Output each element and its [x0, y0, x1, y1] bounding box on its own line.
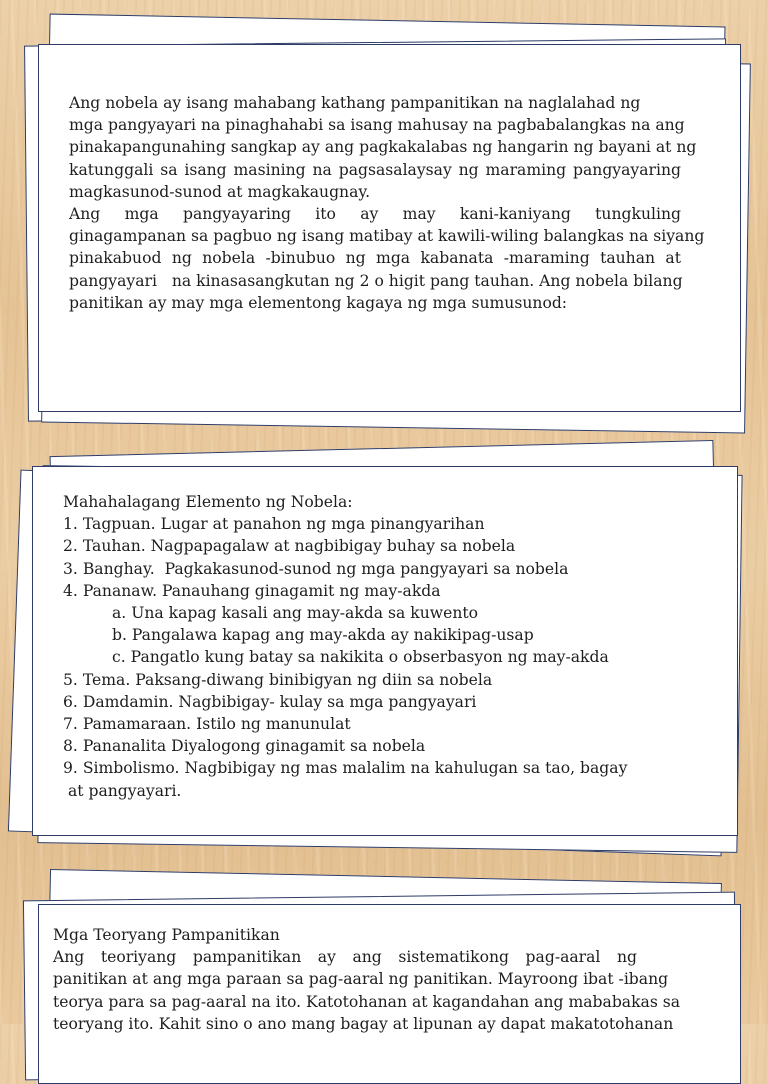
intro-line: panitikan ay may mga elementong kagaya ng mga sumusunod:	[69, 293, 568, 312]
intro-line: pinakabuod ng nobela -binubuo ng mga kabanata -maraming tauhan at	[69, 249, 681, 268]
intro-line: pangyayari na kinasasangkutan ng 2 o higit pang tauhan. Ang nobela bilang	[69, 271, 683, 290]
intro-line: mga pangyayari na pinaghahabi sa isang mahusay na pagbabalangkas na ang	[69, 116, 685, 135]
list-item: 7. Pamamaraan. Istilo ng manunulat	[63, 715, 351, 734]
theories-heading: Mga Teoryang Pampanitikan	[53, 926, 280, 944]
sub-list-item: a. Una kapag kasali ang may-akda sa kuwento	[112, 604, 479, 623]
list-item: at pangyayari.	[63, 781, 182, 800]
list-item: 8. Pananalita Diyalogong ginagamit sa nobela	[63, 737, 426, 756]
sub-list-item: b. Pangalawa kapag ang may-akda ay nakikipag-usap	[112, 626, 534, 645]
intro-line: ginagampanan sa pagbuo ng isang matibay at kawili-wiling balangkas na siyang	[69, 227, 705, 246]
intro-line: pinakapangunahing sangkap ay ang pagkakalabas ng hangarin ng bayani at ng	[69, 138, 697, 157]
list-item: 6. Damdamin. Nagbibigay- kulay sa mga pangyayari	[63, 692, 477, 711]
intro-line: magkasunod-sunod at magkakaugnay.	[69, 182, 371, 201]
theories-line: Ang teoriyang pampanitikan ay ang sistematikong pag-aaral ng	[53, 948, 637, 967]
intro-line: Ang nobela ay isang mahabang kathang pampanitikan na naglalahad ng	[69, 94, 641, 112]
intro-line: katunggali sa isang masining na pagsasalaysay ng maraming pangyayaring	[69, 160, 681, 179]
intro-line: Ang mga pangyayaring ito ay may kani-kaniyang tungkuling	[69, 205, 681, 224]
list-item: 9. Simbolismo. Nagbibigay ng mas malalim na kahulugan sa tao, bagay	[63, 759, 628, 778]
list-item: 5. Tema. Paksang-diwang binibigyan ng diin sa nobela	[63, 670, 493, 689]
elements-heading: Mahahalagang Elemento ng Nobela:	[63, 493, 353, 511]
sub-list-item: c. Pangatlo kung batay sa nakikita o obserbasyon ng may-akda	[112, 648, 609, 667]
theories-line: teoryang ito. Kahit sino o ano mang bagay at lipunan ay dapat makatotohanan	[53, 1014, 674, 1033]
list-item: 2. Tauhan. Nagpapagalaw at nagbibigay buhay sa nobela	[63, 537, 516, 556]
elements-text-block	[63, 491, 703, 802]
theories-line: panitikan at ang mga paraan sa pag-aaral ng panitikan. Mayroong ibat -ibang	[53, 970, 669, 989]
theories-text-block	[53, 924, 681, 1035]
theories-line: teorya para sa pag-aaral na ito. Katotohanan at kagandahan ang mababakas sa	[53, 992, 681, 1011]
list-item: 1. Tagpuan. Lugar at panahon ng mga pinangyarihan	[63, 515, 485, 534]
intro-text-block	[69, 92, 705, 314]
list-item: 4. Pananaw. Panauhang ginagamit ng may-akda	[63, 581, 441, 600]
list-item: 3. Banghay. Pagkakasunod-sunod ng mga pangyayari sa nobela	[63, 559, 569, 578]
